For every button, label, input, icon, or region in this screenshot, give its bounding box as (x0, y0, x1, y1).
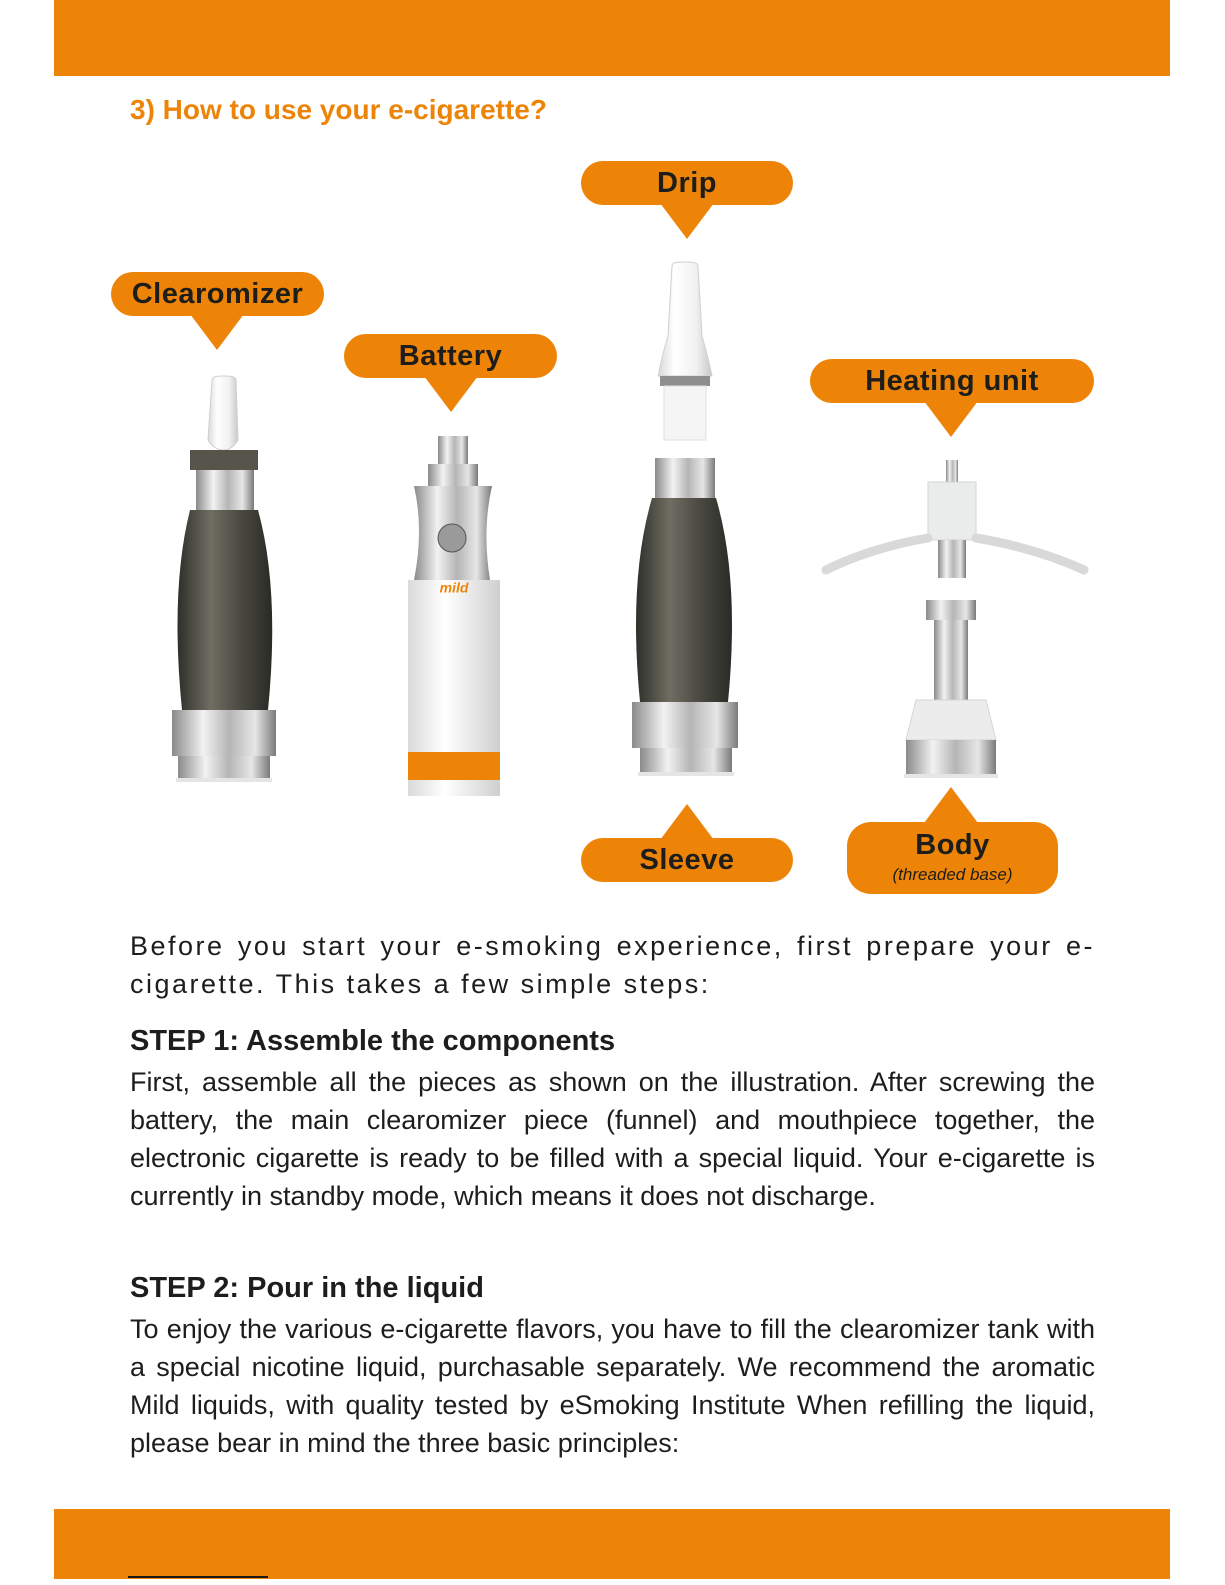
label-sleeve: Sleeve (581, 838, 793, 882)
label-drip: Drip (581, 161, 793, 205)
footer-band (54, 1509, 1170, 1579)
step-1-text: First, assemble all the pieces as shown on the illustration. After screwing the battery, the main clearomizer piece (funnel) and mouthpiece together, the electronic cigarette is ready to be filled with a special liquid. Your e-cigarette is currently in standby mode, which means it does not discharge. (130, 1067, 1095, 1211)
body-drawing (904, 600, 998, 778)
drip-tip-drawing (658, 262, 712, 440)
sleeve-drawing (632, 458, 738, 776)
heating-unit-drawing (826, 460, 1084, 578)
battery-drawing (408, 436, 500, 796)
pointer-heating-unit (924, 401, 978, 437)
pointer-drip (660, 203, 714, 239)
components-drawing (0, 150, 1225, 910)
label-heating-unit: Heating unit (810, 359, 1094, 403)
step-2-title: STEP 2: Pour in the liquid (130, 1272, 484, 1304)
header-band (54, 0, 1170, 76)
pointer-battery (424, 376, 478, 412)
step-2-text: To enjoy the various e-cigarette flavors, you have to fill the clearomizer tank with a special nicotine liquid, purchasable separately. We recommend the aromatic Mild liquids, with quality tested by eSmoking Institute When refilling the liquid, please bear in mind the three basic principles: (130, 1314, 1095, 1458)
pointer-sleeve (660, 804, 714, 840)
page-heading: 3) How to use your e-cigarette? (130, 94, 547, 125)
components-illustration (0, 150, 1225, 910)
pointer-body (924, 787, 978, 823)
clearomizer-drawing (172, 376, 276, 782)
battery-brand-text: mild (439, 579, 469, 596)
step-1-title: STEP 1: Assemble the components (130, 1025, 616, 1057)
label-body-box (847, 822, 1058, 894)
pointer-clearomizer (190, 314, 244, 350)
label-battery: Battery (344, 334, 557, 378)
intro-paragraph: Before you start your e-smoking experience, first prepare your e-cigarette. This takes a few simple steps: (130, 931, 1095, 999)
footnote-rule (128, 1576, 268, 1578)
label-body: Body (915, 829, 990, 861)
label-clearomizer: Clearomizer (111, 272, 324, 316)
label-body-sub: (threaded base) (892, 865, 1013, 884)
